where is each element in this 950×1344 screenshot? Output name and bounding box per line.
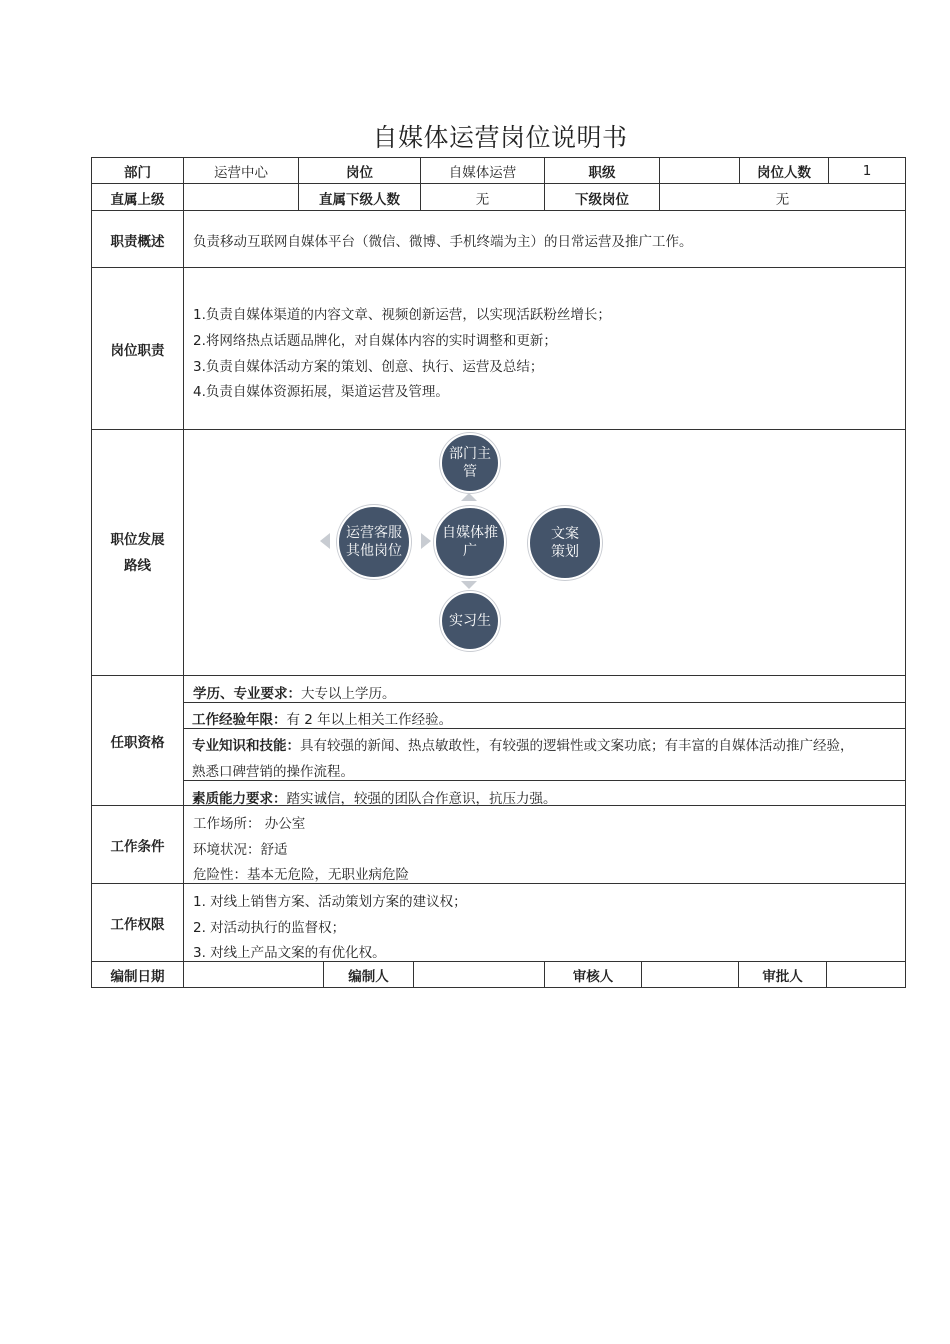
education-requirement: 学历、专业要求：大专以上学历。 [193, 686, 396, 702]
node-bottom: 实习生 [440, 591, 500, 651]
subordinates-value: 无 [420, 184, 544, 211]
duty-item: 3.负责自媒体活动方案的策划、创意、执行、运营及总结； [193, 359, 544, 375]
experience-row [183, 702, 906, 729]
condition-item: 工作场所： 办公室 [193, 816, 306, 832]
position-value: 自媒体运营 [420, 158, 544, 184]
document-title: 自媒体运营岗位说明书 [372, 123, 628, 152]
row-basic-info [91, 157, 906, 184]
skills-requirement-cont: 熟悉口碑营销的操作流程。 [192, 764, 354, 780]
subordinates-label: 直属下级人数 [298, 184, 420, 211]
row-summary [91, 210, 906, 268]
career-label-line2: 路线 [124, 558, 151, 574]
summary-text: 负责移动互联网自媒体平台（微信、微博、手机终端为主）的日常运营及推广工作。 [183, 211, 906, 268]
summary-label: 职责概述 [91, 211, 183, 268]
reviewer-value [641, 962, 738, 988]
authority-label: 工作权限 [91, 884, 183, 962]
experience-requirement: 工作经验年限：有 2 年以上相关工作经验。 [192, 712, 453, 728]
row-career-path [91, 429, 906, 676]
node-left: 运营客服其他岗位 [337, 505, 411, 579]
career-label-line1: 职位发展 [110, 532, 165, 548]
sub-position-label: 下级岗位 [544, 184, 659, 211]
conditions-content [183, 806, 906, 884]
headcount-value: 1 [828, 158, 906, 184]
row-conditions [91, 805, 906, 884]
career-diagram [183, 430, 906, 676]
authority-item: 1. 对线上销售方案、活动策划方案的建议权； [193, 894, 467, 910]
reviewer-label: 审核人 [544, 962, 641, 988]
approver-label: 审批人 [738, 962, 826, 988]
editor-label: 编制人 [323, 962, 413, 988]
duty-item: 2.将网络热点话题品牌化，对自媒体内容的实时调整和更新； [193, 333, 557, 349]
position-label: 岗位 [298, 158, 420, 184]
condition-item: 危险性：基本无危险，无职业病危险 [193, 867, 409, 883]
headcount-label: 岗位人数 [739, 158, 828, 184]
arrow-right-icon [421, 533, 431, 549]
arrow-down-icon [461, 581, 477, 589]
table-bottom-border [91, 987, 906, 988]
superior-value [183, 184, 298, 211]
duty-item: 1.负责自媒体渠道的内容文章、视频创新运营，以实现活跃粉丝增长； [193, 307, 611, 323]
duties-content [183, 268, 906, 430]
dept-value: 运营中心 [183, 158, 298, 184]
career-label [91, 430, 183, 676]
arrow-up-icon [461, 493, 477, 501]
row-footer [91, 961, 906, 988]
skills-requirement: 专业知识和技能：具有较强的新闻、热点敏敢性，有较强的逻辑性或文案功底；有丰富的自媒体活动推广经验， [192, 738, 854, 754]
level-value [659, 158, 739, 184]
authority-item: 3. 对线上产品文案的有优化权。 [193, 945, 386, 961]
row-authority [91, 883, 906, 962]
quality-requirement: 素质能力要求：踏实诚信，较强的团队合作意识，抗压力强。 [192, 791, 557, 807]
qualifications-label: 任职资格 [91, 676, 183, 806]
row-duties [91, 267, 906, 430]
date-label: 编制日期 [91, 962, 183, 988]
skills-row [183, 728, 906, 781]
dept-label: 部门 [91, 158, 183, 184]
condition-item: 环境状况：舒适 [193, 842, 288, 858]
superior-label: 直属上级 [91, 184, 183, 211]
row-qualifications [91, 675, 906, 806]
node-center: 自媒体推广 [434, 506, 506, 578]
date-value [183, 962, 323, 988]
duties-label: 岗位职责 [91, 268, 183, 430]
authority-content [183, 884, 906, 962]
conditions-label: 工作条件 [91, 806, 183, 884]
level-label: 职级 [544, 158, 659, 184]
sub-position-value: 无 [659, 184, 906, 211]
arrow-left-icon [320, 533, 330, 549]
duty-item: 4.负责自媒体资源拓展，渠道运营及管理。 [193, 384, 449, 400]
row-reporting [91, 183, 906, 211]
node-right: 文案策划 [528, 506, 602, 580]
editor-value [413, 962, 544, 988]
authority-item: 2. 对活动执行的监督权； [193, 920, 346, 936]
quality-row [183, 780, 906, 807]
approver-value [826, 962, 906, 988]
node-top: 部门主管 [440, 433, 500, 493]
